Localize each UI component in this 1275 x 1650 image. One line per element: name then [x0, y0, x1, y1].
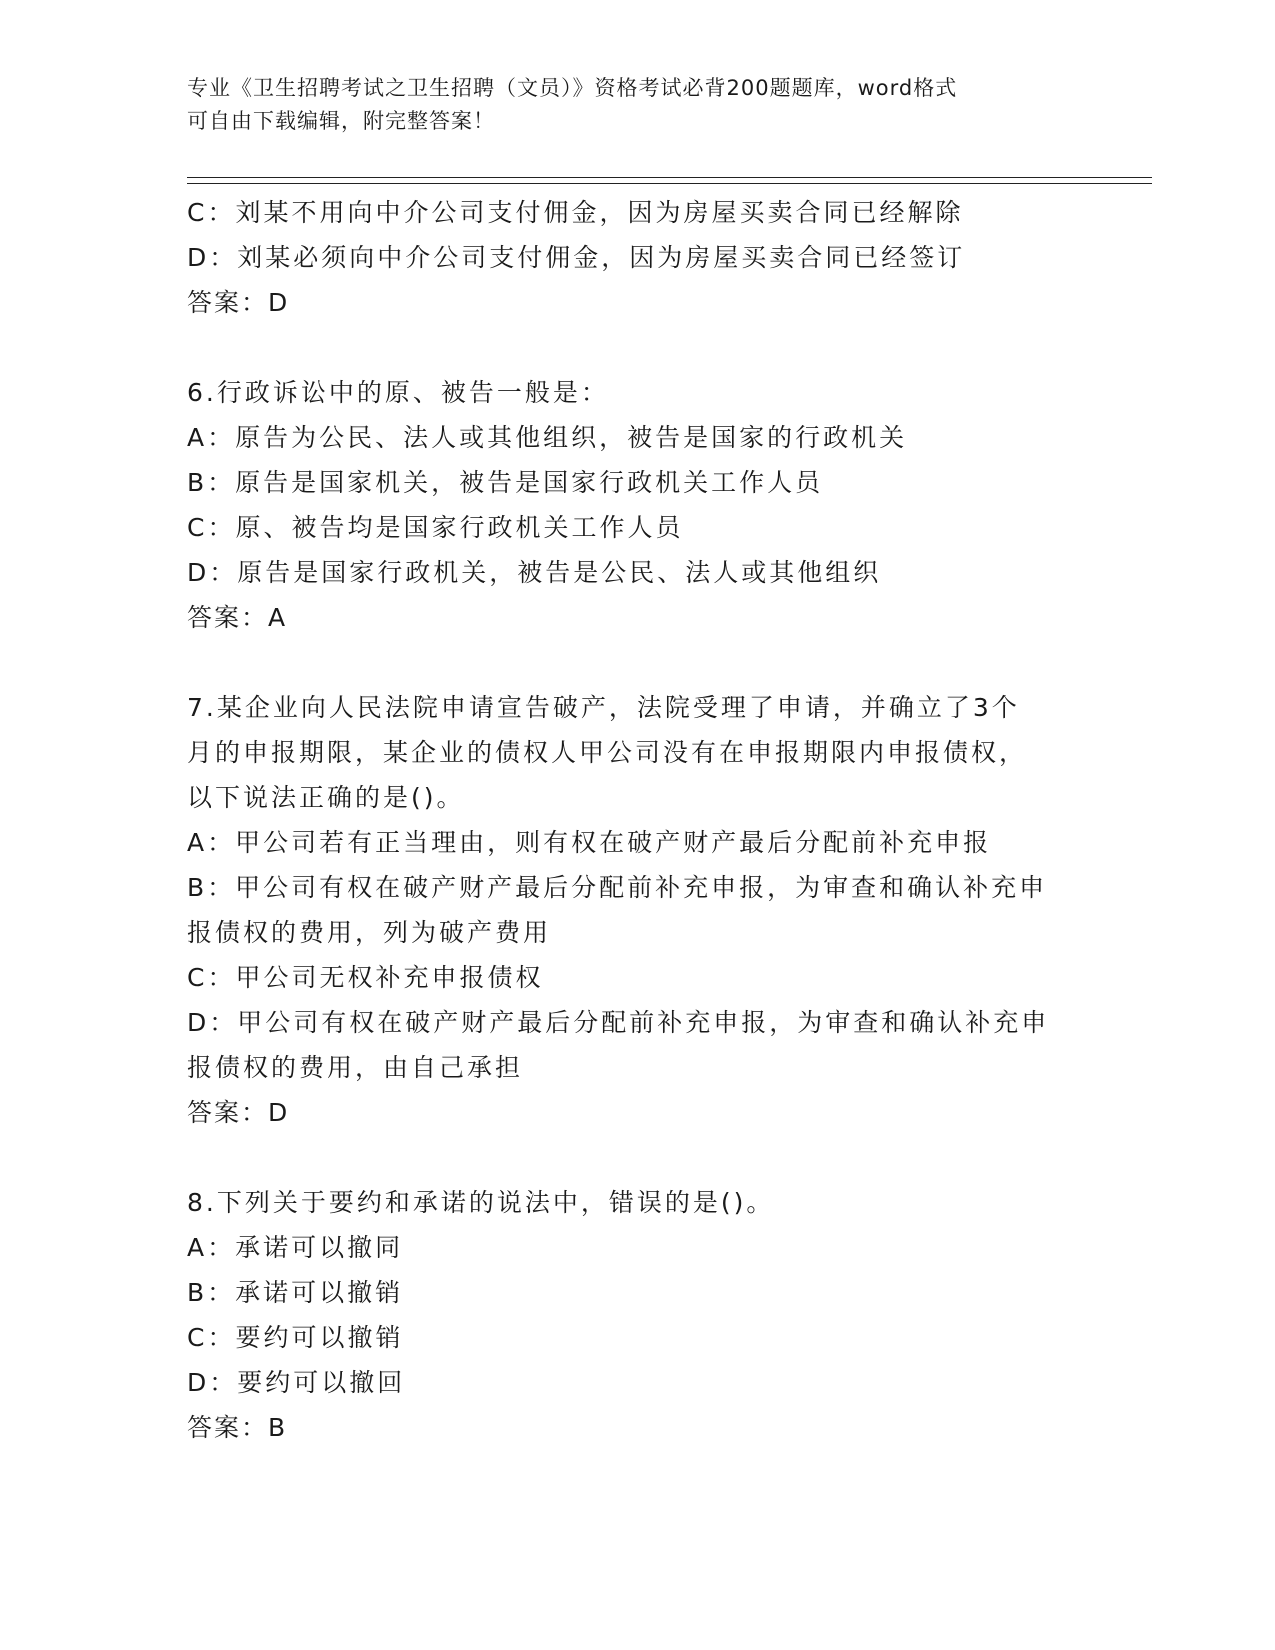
header-divider	[187, 177, 1152, 184]
option-a: A：原告为公民、法人或其他组织，被告是国家的行政机关	[187, 423, 908, 452]
option-b: B：承诺可以撤销	[187, 1278, 404, 1307]
option-c: C：刘某不用向中介公司支付佣金，因为房屋买卖合同已经解除	[187, 198, 964, 227]
option-c: C：原、被告均是国家行政机关工作人员	[187, 513, 684, 542]
option-b-continued: 报债权的费用，列为破产费用	[187, 918, 552, 947]
spacer	[187, 1135, 1087, 1180]
option-b: B：原告是国家机关，被告是国家行政机关工作人员	[187, 468, 824, 497]
option-a: A：甲公司若有正当理由，则有权在破产财产最后分配前补充申报	[187, 828, 992, 857]
option-c: C：甲公司无权补充申报债权	[187, 963, 544, 992]
option-c: C：要约可以撤销	[187, 1323, 404, 1352]
answer: 答案：D	[187, 288, 290, 317]
header-line-2: 可自由下载编辑，附完整答案！	[187, 109, 495, 133]
answer: 答案：D	[187, 1098, 290, 1127]
header-line-1: 专业《卫生招聘考试之卫生招聘（文员）》资格考试必背200题题库，word格式	[187, 76, 958, 100]
answer: 答案：A	[187, 603, 288, 632]
option-d: D：原告是国家行政机关，被告是公民、法人或其他组织	[187, 558, 882, 587]
question-text: 6.行政诉讼中的原、被告一般是：	[187, 378, 609, 407]
question-6	[187, 370, 1087, 640]
option-d-continued: 报债权的费用，由自己承担	[187, 1053, 524, 1082]
spacer	[187, 325, 1087, 370]
option-d: D：刘某必须向中介公司支付佣金，因为房屋买卖合同已经签订	[187, 243, 966, 272]
question-text: 7.某企业向人民法院申请宣告破产，法院受理了申请，并确立了3个	[187, 693, 1020, 722]
spacer	[187, 640, 1087, 685]
question-text: 以下说法正确的是()。	[187, 783, 465, 812]
question-text: 月的申报期限，某企业的债权人甲公司没有在申报期限内申报债权，	[187, 738, 1028, 767]
document-header	[187, 72, 1067, 138]
question-7	[187, 685, 1087, 1135]
question-list	[187, 190, 1087, 1450]
option-d: D：甲公司有权在破产财产最后分配前补充申报，为审查和确认补充申	[187, 1008, 1050, 1037]
answer: 答案：B	[187, 1413, 288, 1442]
question-text: 8.下列关于要约和承诺的说法中，错误的是()。	[187, 1188, 775, 1217]
option-d: D：要约可以撤回	[187, 1368, 406, 1397]
question-5-fragment	[187, 190, 1087, 325]
option-a: A：承诺可以撤同	[187, 1233, 404, 1262]
question-8	[187, 1180, 1087, 1450]
option-b: B：甲公司有权在破产财产最后分配前补充申报，为审查和确认补充申	[187, 873, 1048, 902]
